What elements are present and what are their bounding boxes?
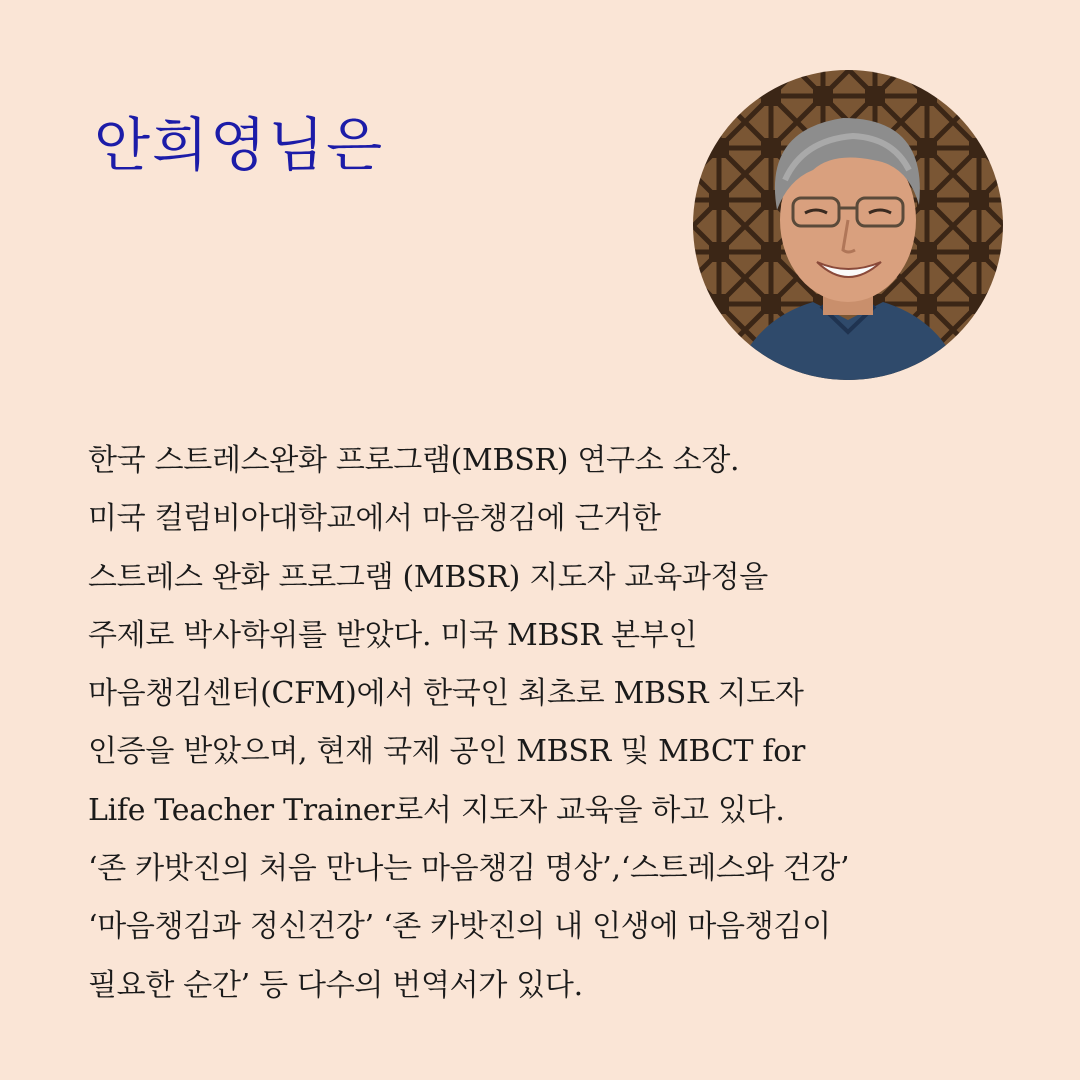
bio-text [88,432,1028,1015]
bio-line: 스트레스 완화 프로그램 (MBSR) 지도자 교육과정을 [88,559,768,595]
bio-line: Life Teacher Trainer로서 지도자 교육을 하고 있다. [88,792,785,828]
bio-line: 마음챙김센터(CFM)에서 한국인 최초로 MBSR 지도자 [88,676,804,712]
profile-photo [693,70,1003,380]
bio-line: 한국 스트레스완화 프로그램(MBSR) 연구소 소장. [88,443,740,478]
bio-line: 필요한 순간’ 등 다수의 번역서가 있다. [88,967,583,1003]
page-title: 안희영님은 [94,111,385,179]
bio-line: ‘마음챙김과 정신건강’ ‘존 카밧진의 내 인생에 마음챙김이 [88,909,831,945]
portrait-illustration [693,70,1003,380]
bio-line: 주제로 박사학위를 받았다. 미국 MBSR 본부인 [88,617,697,653]
bio-line: 인증을 받았으며, 현재 국제 공인 MBSR 및 MBCT for [88,734,806,770]
bio-line: ‘존 카밧진의 처음 만나는 마음챙김 명상’,‘스트레스와 건강’ [88,851,850,887]
bio-line: 미국 컬럼비아대학교에서 마음챙김에 근거한 [88,501,661,537]
